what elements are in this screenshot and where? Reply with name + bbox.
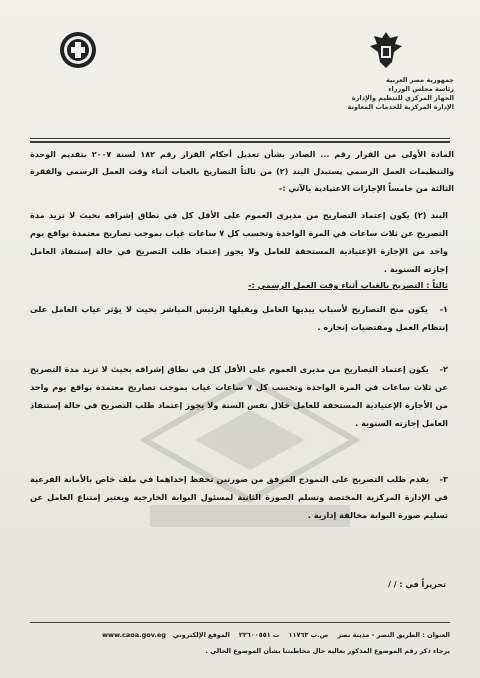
list-item [30, 360, 448, 432]
footer-website-label: الموقع الإلكتروني [172, 631, 230, 639]
list-item [30, 300, 448, 336]
footer-divider [30, 622, 450, 623]
section-title: ثالثاً : التصريح بالغياب أثناء وقت العمل الرسمي :- [248, 280, 448, 290]
footer-address: العنوان : الطريق النصر - مدينة نصر [337, 631, 450, 639]
ministry-header [334, 76, 454, 112]
subject-paragraph: المادة الأولى من القرار رقم ... الصادر بشأن تعديل أحكام القرار رقم ١٨٢ لسنة ٢٠٠٧ بتقديم الوحدة والتنظيمات العمل الرسمي يستبدل البند (٢) من ثالثاً التصاريح بالغياب أثناء وقت العمل الرسمي والفقرة الثالثة من خامساً الإجازات الاعتيادية بالآتي :- [30, 150, 454, 193]
list-item-number: ٣- [439, 474, 448, 484]
list-item-text: يكون منح التصاريح لأسباب يبديها العامل ويقبلها الرئيس المباشر بحيث لا يؤثر غياب العامل على إنتظام العمل ومقتضيات إنجازه . [30, 304, 448, 332]
footer-note: يرجاء ذكر رقم الموضوع المذكور بعاليه حال مخاطبتنا بشأن الموضوع الحالي . [205, 647, 450, 655]
list-item-text: يقدم طلب التصريح على النموذج المرفق من صورتين تحفظ إحداهما في ملف خاص بالأمانة الفرعية في الإدارة المركزية المختصة وتسلم الصورة الثانية لمسئول البوابة الخارجية ويعتبر إمتناع العامل عن تسليم صورة البوابة مخالفة إدارية . [30, 474, 448, 520]
header-divider-thick [30, 141, 450, 143]
date-line: تحريراً في : / / [388, 580, 446, 589]
list-item-number: ١- [439, 304, 449, 314]
list-item-text: يكون إعتماد التصاريح من مديرى العموم على الأقل كل في نطاق إشرافه بحيث لا تزيد مدة التصريح عن ثلاث ساعات في المرة الواحدة وتحسب كل ٧ ساعات غياب بموجب تصاريح معتمدة بواقع يوم واحد من الأجازة الإعتيادية المستحقة للعامل خلال نفس السنة ولا يجوز إعتماد طلب التصريح في حالة إستنفاذ العامل إجازته السنوية . [30, 364, 448, 428]
list-item-number: ٢- [439, 364, 448, 374]
footer-contact [30, 630, 450, 640]
footer-website-link[interactable]: www.caoa.gov.eg [101, 631, 166, 639]
header-divider [30, 138, 450, 139]
ministry-line: الإدارة المركزية للخدمات المعاونة [347, 103, 454, 111]
ministry-line: جمهورية مصر العربية [386, 76, 454, 84]
ministry-line: الجهاز المركزي للتنظيم والإدارة [351, 94, 454, 102]
ministry-line: رئاسة مجلس الوزراء [388, 85, 454, 93]
list-item [30, 470, 448, 524]
eagle-emblem-icon [368, 28, 404, 72]
footer-box: ص.ب ١١٧٦٣ [288, 631, 329, 639]
footer-fax: ت ٢٢٦٠٠٥٥١ [238, 631, 280, 639]
agency-emblem-icon [58, 30, 98, 70]
clause-2-paragraph: البند (٢) يكون إعتماد التصاريح من مديرى العموم على الأقل كل في نطاق إشرافه بحيث لا تزيد مدة التصريح عن ثلاث ساعات في المرة الواحدة وتحسب كل ٧ ساعات غياب بموجب تصاريح معتمدة بواقع يوم واحد من الإجازة الإعتيادية المستحقة للعامل ولا يجوز إعتماد طلب التصريح في حالة إستنفاذ العامل إجازته السنوية . [30, 210, 449, 274]
